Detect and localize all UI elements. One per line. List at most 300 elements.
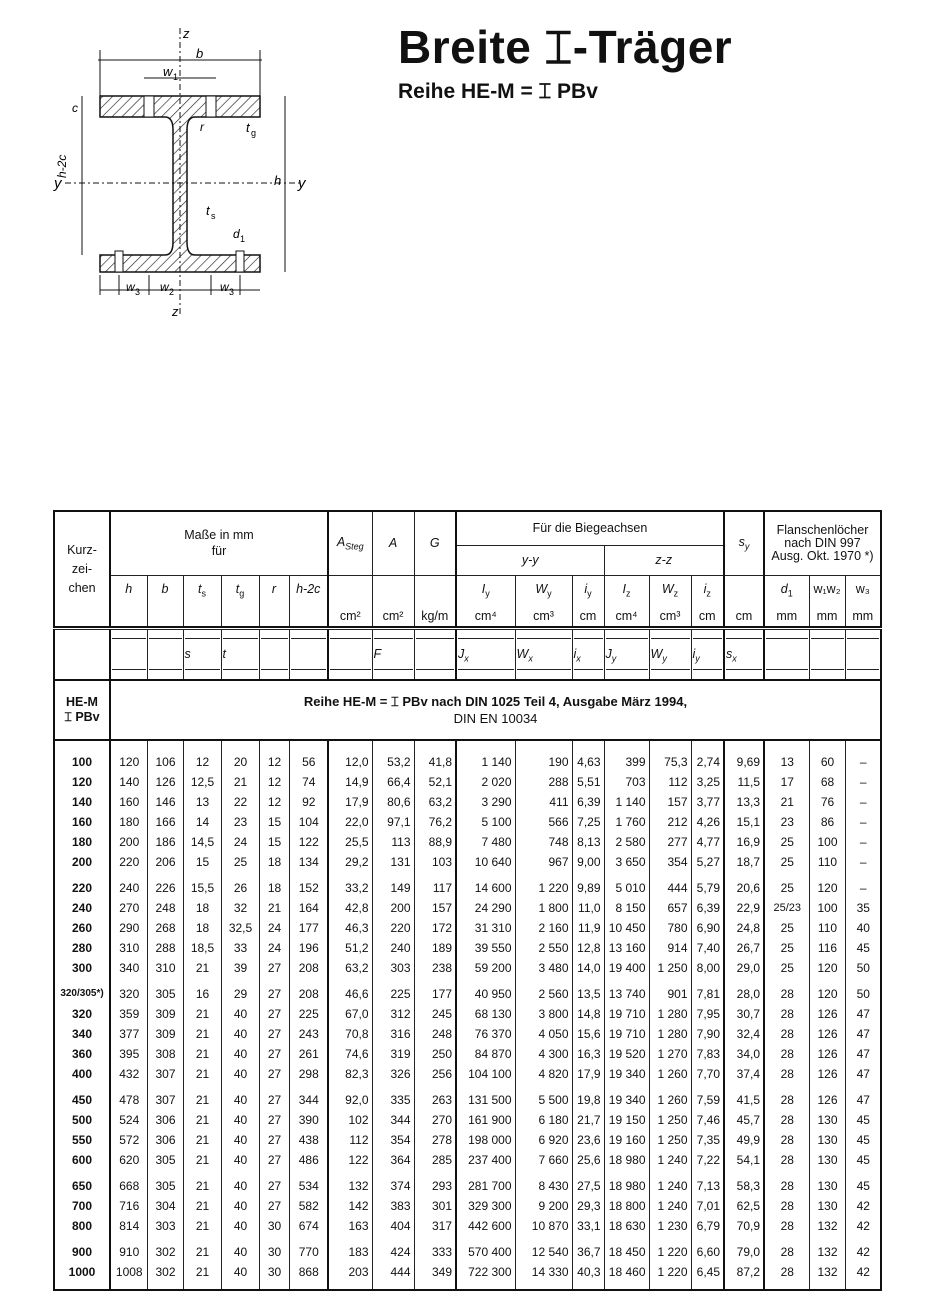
table-cell: 6,90 xyxy=(691,918,724,938)
table-cell: 120 xyxy=(809,984,845,1004)
table-cell: 868 xyxy=(289,1262,328,1282)
table-cell: 41,8 xyxy=(414,752,456,772)
table-cell: 45 xyxy=(845,1176,881,1196)
table-row xyxy=(54,1176,881,1196)
table-cell: 240 xyxy=(372,938,414,958)
table-row xyxy=(54,1150,881,1170)
table-cell: 126 xyxy=(809,1004,845,1024)
table-cell: 49,9 xyxy=(724,1130,764,1150)
table-cell: 110 xyxy=(809,918,845,938)
table-cell: 364 xyxy=(372,1150,414,1170)
table-cell: 25 xyxy=(764,958,809,978)
table-cell: 79,0 xyxy=(724,1242,764,1262)
table-cell: 305 xyxy=(147,1176,183,1196)
table-cell: 19 710 xyxy=(604,1004,649,1024)
table-cell: 67,0 xyxy=(328,1004,372,1024)
table-cell: 47 xyxy=(845,1064,881,1084)
table-cell: 203 xyxy=(328,1262,372,1282)
table-cell: 50 xyxy=(845,958,881,978)
table-cell: 302 xyxy=(147,1242,183,1262)
table-cell: 8,00 xyxy=(691,958,724,978)
table-cell: 344 xyxy=(372,1110,414,1130)
table-cell: 28 xyxy=(764,984,809,1004)
table-cell: 163 xyxy=(328,1216,372,1236)
col-asteg-header: $A_{Steg}$ xyxy=(328,511,372,575)
table-cell: 354 xyxy=(372,1130,414,1150)
col-unit: cm³ xyxy=(515,605,572,627)
table-cell: 1 280 xyxy=(649,1024,691,1044)
table-cell: 113 xyxy=(372,832,414,852)
profile-name: 160 xyxy=(71,814,93,829)
table-cell: 24 290 xyxy=(456,898,515,918)
table-cell: 668 xyxy=(110,1176,147,1196)
col-zz-header: z-z xyxy=(604,545,724,575)
table-cell: 27 xyxy=(259,1044,289,1064)
table-cell: 13,3 xyxy=(724,792,764,812)
table-cell: 30 xyxy=(259,1216,289,1236)
col-symbol xyxy=(724,575,764,605)
table-cell: 130 xyxy=(809,1176,845,1196)
table-cell: 23 xyxy=(764,812,809,832)
table-cell: 45 xyxy=(845,1110,881,1130)
table-cell: 14,5 xyxy=(183,832,221,852)
profile-name: 600 xyxy=(71,1152,93,1167)
table-cell: 116 xyxy=(809,938,845,958)
table-cell: 132 xyxy=(809,1216,845,1236)
table-cell: 66,4 xyxy=(372,772,414,792)
table-cell: 40,3 xyxy=(572,1262,604,1282)
table-cell: 28 xyxy=(764,1176,809,1196)
table-cell: 444 xyxy=(372,1262,414,1282)
table-cell: 22,9 xyxy=(724,898,764,918)
table-cell: 1 250 xyxy=(649,1130,691,1150)
table-cell: 1 250 xyxy=(649,1110,691,1130)
table-cell: 13 xyxy=(183,792,221,812)
col-symbol: $d_1$ xyxy=(764,575,809,605)
table-cell: 335 xyxy=(372,1090,414,1110)
table-cell: 189 xyxy=(414,938,456,958)
table-cell: 377 xyxy=(110,1024,147,1044)
table-cell: 3 650 xyxy=(604,852,649,872)
table-cell: 120 xyxy=(809,958,845,978)
table-cell: 80,6 xyxy=(372,792,414,812)
table-cell: 190 xyxy=(515,752,572,772)
table-cell: 21 xyxy=(183,958,221,978)
profile-name: 140 xyxy=(71,794,93,809)
table-cell: 46,3 xyxy=(328,918,372,938)
table-cell: 36,7 xyxy=(572,1242,604,1262)
table-cell: 6,60 xyxy=(691,1242,724,1262)
table-cell: 14 330 xyxy=(515,1262,572,1282)
table-cell: 25 xyxy=(764,878,809,898)
table-cell: 1 230 xyxy=(649,1216,691,1236)
table-cell: 15 xyxy=(259,832,289,852)
table-cell: – xyxy=(845,752,881,772)
table-cell: 100 xyxy=(809,898,845,918)
table-cell: – xyxy=(845,812,881,832)
table-cell: 6,39 xyxy=(572,792,604,812)
table-cell: 722 300 xyxy=(456,1262,515,1282)
table-cell: 6,39 xyxy=(691,898,724,918)
table-cell: 103 xyxy=(414,852,456,872)
table-cell: 312 xyxy=(372,1004,414,1024)
table-cell: 19 150 xyxy=(604,1110,649,1130)
table-row xyxy=(54,772,881,792)
col-symbol: $t_s$ xyxy=(183,575,221,605)
table-cell: 160 xyxy=(110,792,147,812)
table-cell: 301 xyxy=(414,1196,456,1216)
svg-text:b: b xyxy=(196,46,204,61)
table-cell: 18 630 xyxy=(604,1216,649,1236)
svg-text:s: s xyxy=(211,211,216,221)
table-row xyxy=(54,1196,881,1216)
table-cell: 4 050 xyxy=(515,1024,572,1044)
col-unit: cm³ xyxy=(649,605,691,627)
table-cell: 18 xyxy=(259,878,289,898)
table-row xyxy=(54,918,881,938)
table-cell: 4,26 xyxy=(691,812,724,832)
table-cell: 17,9 xyxy=(572,1064,604,1084)
old-designation-cell xyxy=(54,630,110,680)
table-row xyxy=(54,852,881,872)
table-cell: 1 250 xyxy=(649,958,691,978)
table-cell: 288 xyxy=(515,772,572,792)
table-cell: 102 xyxy=(328,1110,372,1130)
table-cell: 310 xyxy=(147,958,183,978)
table-cell: 47 xyxy=(845,1024,881,1044)
table-cell: 316 xyxy=(372,1024,414,1044)
col-symbol: w₃ xyxy=(845,575,881,605)
table-cell: 18 xyxy=(183,918,221,938)
table-cell: 13 740 xyxy=(604,984,649,1004)
table-cell: 12 xyxy=(183,752,221,772)
table-cell: 12 xyxy=(259,792,289,812)
table-cell: 285 xyxy=(414,1150,456,1170)
table-cell: 7 480 xyxy=(456,832,515,852)
table-cell: 317 xyxy=(414,1216,456,1236)
table-cell: 263 xyxy=(414,1090,456,1110)
table-cell: 7,22 xyxy=(691,1150,724,1170)
table-row xyxy=(54,1262,881,1282)
profile-name: 220 xyxy=(71,880,93,895)
col-unit: cm⁴ xyxy=(604,605,649,627)
table-row xyxy=(54,1044,881,1064)
table-cell: 15 xyxy=(259,812,289,832)
table-cell: 25/23 xyxy=(764,898,809,918)
table-cell: 320 xyxy=(110,984,147,1004)
table-cell: 243 xyxy=(289,1024,328,1044)
table-cell: 9,00 xyxy=(572,852,604,872)
table-cell: 30 xyxy=(259,1262,289,1282)
table-cell: 21 xyxy=(183,1044,221,1064)
table-cell: 177 xyxy=(289,918,328,938)
table-cell: 478 xyxy=(110,1090,147,1110)
table-cell: 112 xyxy=(649,772,691,792)
table-cell: – xyxy=(845,878,881,898)
svg-text:2: 2 xyxy=(169,287,175,297)
table-row xyxy=(54,1110,881,1130)
table-cell: 30,7 xyxy=(724,1004,764,1024)
table-cell: 329 300 xyxy=(456,1196,515,1216)
table-cell: 770 xyxy=(289,1242,328,1262)
table-cell: 21 xyxy=(183,1196,221,1216)
table-row xyxy=(54,1064,881,1084)
old-designation-cell: t xyxy=(221,630,259,680)
table-cell: 27 xyxy=(259,1024,289,1044)
table-cell: 1 240 xyxy=(649,1150,691,1170)
table-cell: 6,45 xyxy=(691,1262,724,1282)
table-cell: 19 710 xyxy=(604,1024,649,1044)
table-cell: 18 800 xyxy=(604,1196,649,1216)
table-cell: 62,5 xyxy=(724,1196,764,1216)
svg-text:w: w xyxy=(220,280,229,294)
col-a-header: A xyxy=(372,511,414,575)
table-cell: 63,2 xyxy=(328,958,372,978)
svg-text:z: z xyxy=(172,304,179,319)
table-cell: 157 xyxy=(649,792,691,812)
table-cell: 390 xyxy=(289,1110,328,1130)
table-cell: 281 700 xyxy=(456,1176,515,1196)
svg-text:t: t xyxy=(246,120,250,135)
col-symbol: $i_z$ xyxy=(691,575,724,605)
table-cell: 4 820 xyxy=(515,1064,572,1084)
table-cell: 814 xyxy=(110,1216,147,1236)
table-cell: 70,9 xyxy=(724,1216,764,1236)
table-cell: 7,25 xyxy=(572,812,604,832)
profile-name: 300 xyxy=(71,960,93,975)
table-cell: 40 xyxy=(221,1090,259,1110)
table-cell: 10 450 xyxy=(604,918,649,938)
table-cell: 306 xyxy=(147,1110,183,1130)
svg-text:y: y xyxy=(54,175,62,192)
table-cell: 37,4 xyxy=(724,1064,764,1084)
table-cell: 298 xyxy=(289,1064,328,1084)
old-designation-cell xyxy=(259,630,289,680)
table-cell: 570 400 xyxy=(456,1242,515,1262)
profile-name: 900 xyxy=(71,1244,93,1259)
profile-name: 1000 xyxy=(68,1264,96,1279)
col-unit xyxy=(289,605,328,627)
table-cell: 28 xyxy=(764,1090,809,1110)
table-cell: 1 220 xyxy=(649,1262,691,1282)
table-cell: 198 000 xyxy=(456,1130,515,1150)
table-cell: 277 xyxy=(649,832,691,852)
table-cell: 126 xyxy=(809,1044,845,1064)
old-designation-cell: $J_x$ xyxy=(456,630,515,680)
table-cell: 5 500 xyxy=(515,1090,572,1110)
table-cell: 18 460 xyxy=(604,1262,649,1282)
table-cell: 309 xyxy=(147,1024,183,1044)
table-cell: – xyxy=(845,792,881,812)
table-row xyxy=(54,878,881,898)
table-cell: 130 xyxy=(809,1196,845,1216)
table-cell: 6,79 xyxy=(691,1216,724,1236)
old-designation-cell xyxy=(809,630,845,680)
table-cell: 206 xyxy=(147,852,183,872)
table-cell: 68 130 xyxy=(456,1004,515,1024)
col-symbol: h-2c xyxy=(289,575,328,605)
table-cell: 126 xyxy=(147,772,183,792)
table-cell: 293 xyxy=(414,1176,456,1196)
table-cell: 84 870 xyxy=(456,1044,515,1064)
table-cell: 674 xyxy=(289,1216,328,1236)
table-cell: 126 xyxy=(809,1064,845,1084)
table-cell: 438 xyxy=(289,1130,328,1150)
table-cell: 748 xyxy=(515,832,572,852)
table-cell: – xyxy=(845,832,881,852)
table-cell: 1 220 xyxy=(649,1242,691,1262)
table-cell: 18,7 xyxy=(724,852,764,872)
table-cell: 21 xyxy=(183,1176,221,1196)
table-cell: 21 xyxy=(183,1262,221,1282)
old-designation-cell xyxy=(414,630,456,680)
table-cell: 21 xyxy=(764,792,809,812)
table-cell: 76 370 xyxy=(456,1024,515,1044)
old-designation-cell xyxy=(147,630,183,680)
table-cell: 11,0 xyxy=(572,898,604,918)
table-cell: 3,25 xyxy=(691,772,724,792)
table-cell: 46,6 xyxy=(328,984,372,1004)
col-unit xyxy=(221,605,259,627)
old-designation-cell xyxy=(289,630,328,680)
old-designation-cell xyxy=(328,630,372,680)
table-cell: 5 010 xyxy=(604,878,649,898)
col-symbol: r xyxy=(259,575,289,605)
svg-text:1: 1 xyxy=(173,72,179,82)
table-cell: 2 020 xyxy=(456,772,515,792)
table-cell: 29 xyxy=(221,984,259,1004)
table-cell: 28 xyxy=(764,1044,809,1064)
table-cell: 237 400 xyxy=(456,1150,515,1170)
table-cell: 383 xyxy=(372,1196,414,1216)
svg-text:3: 3 xyxy=(135,287,141,297)
table-cell: 112 xyxy=(328,1130,372,1150)
col-g-header: G xyxy=(414,511,456,575)
table-cell: 45 xyxy=(845,938,881,958)
table-cell: 1 220 xyxy=(515,878,572,898)
table-cell: 18 xyxy=(183,898,221,918)
table-cell: 21 xyxy=(183,1150,221,1170)
profile-name: 100 xyxy=(71,754,93,769)
table-cell: 256 xyxy=(414,1064,456,1084)
table-cell: 395 xyxy=(110,1044,147,1064)
table-cell: 21 xyxy=(183,1064,221,1084)
table-cell: 42 xyxy=(845,1216,881,1236)
table-cell: 444 xyxy=(649,878,691,898)
table-cell: 780 xyxy=(649,918,691,938)
table-cell: 110 xyxy=(809,852,845,872)
table-cell: 21 xyxy=(183,1110,221,1130)
table-cell: 2 160 xyxy=(515,918,572,938)
table-cell: 1 280 xyxy=(649,1004,691,1024)
profile-name: 650 xyxy=(71,1178,93,1193)
table-cell: 12 540 xyxy=(515,1242,572,1262)
table-cell: 12,0 xyxy=(328,752,372,772)
table-cell: 56 xyxy=(289,752,328,772)
table-cell: 7,90 xyxy=(691,1024,724,1044)
table-cell: 20,6 xyxy=(724,878,764,898)
table-cell: 333 xyxy=(414,1242,456,1262)
table-cell: 28 xyxy=(764,1262,809,1282)
table-cell: 31 310 xyxy=(456,918,515,938)
table-cell: 486 xyxy=(289,1150,328,1170)
table-cell: 87,2 xyxy=(724,1262,764,1282)
table-cell: 1 760 xyxy=(604,812,649,832)
table-cell: 75,3 xyxy=(649,752,691,772)
table-cell: 23 xyxy=(221,812,259,832)
table-cell: 914 xyxy=(649,938,691,958)
table-cell: 303 xyxy=(372,958,414,978)
table-cell: 3,77 xyxy=(691,792,724,812)
table-cell: 13 xyxy=(764,752,809,772)
col-unit: cm xyxy=(691,605,724,627)
profile-name: 280 xyxy=(71,940,93,955)
col-unit: cm² xyxy=(328,605,372,627)
table-cell: 21 xyxy=(183,1004,221,1024)
table-cell: 40 xyxy=(221,1130,259,1150)
table-cell: 290 xyxy=(110,918,147,938)
table-cell: 226 xyxy=(147,878,183,898)
table-cell: 225 xyxy=(289,1004,328,1024)
table-cell: 29,3 xyxy=(572,1196,604,1216)
table-cell: 21,7 xyxy=(572,1110,604,1130)
i-beam-cross-section-diagram xyxy=(40,20,340,320)
table-cell: 16,3 xyxy=(572,1044,604,1064)
table-cell: 24 xyxy=(259,938,289,958)
table-cell: 7,13 xyxy=(691,1176,724,1196)
table-cell: 41,5 xyxy=(724,1090,764,1110)
table-cell: 307 xyxy=(147,1064,183,1084)
table-cell: 10 640 xyxy=(456,852,515,872)
table-cell: 18 450 xyxy=(604,1242,649,1262)
table-cell: 28 xyxy=(764,1130,809,1150)
table-cell: 132 xyxy=(328,1176,372,1196)
table-cell: 28 xyxy=(764,1004,809,1024)
table-cell: 411 xyxy=(515,792,572,812)
table-cell: 104 100 xyxy=(456,1064,515,1084)
table-cell: 20 xyxy=(221,752,259,772)
old-designation-cell: $i_x$ xyxy=(572,630,604,680)
table-cell: 245 xyxy=(414,1004,456,1024)
table-cell: 374 xyxy=(372,1176,414,1196)
svg-text:g: g xyxy=(251,128,257,138)
table-cell: 9,69 xyxy=(724,752,764,772)
table-row xyxy=(54,1004,881,1024)
table-cell: 25 xyxy=(764,938,809,958)
table-cell: 572 xyxy=(110,1130,147,1150)
table-cell: 164 xyxy=(289,898,328,918)
table-cell: 27,5 xyxy=(572,1176,604,1196)
table-cell: 33 xyxy=(221,938,259,958)
table-cell: 54,1 xyxy=(724,1150,764,1170)
table-cell: 161 900 xyxy=(456,1110,515,1130)
table-cell: 3 290 xyxy=(456,792,515,812)
table-cell: 17 xyxy=(764,772,809,792)
table-cell: 26 xyxy=(221,878,259,898)
profile-name: 120 xyxy=(71,774,93,789)
table-cell: 240 xyxy=(110,878,147,898)
table-row xyxy=(54,812,881,832)
table-cell: 524 xyxy=(110,1110,147,1130)
table-cell: 308 xyxy=(147,1044,183,1064)
col-masse-header: Maße in mm für xyxy=(110,511,328,575)
col-kurzzeichen-header: Kurz- zei- chen xyxy=(67,542,97,595)
table-cell: 47 xyxy=(845,1044,881,1064)
table-cell: 35 xyxy=(845,898,881,918)
profile-name: 240 xyxy=(71,900,93,915)
table-cell: 42 xyxy=(845,1242,881,1262)
table-cell: 208 xyxy=(289,984,328,1004)
